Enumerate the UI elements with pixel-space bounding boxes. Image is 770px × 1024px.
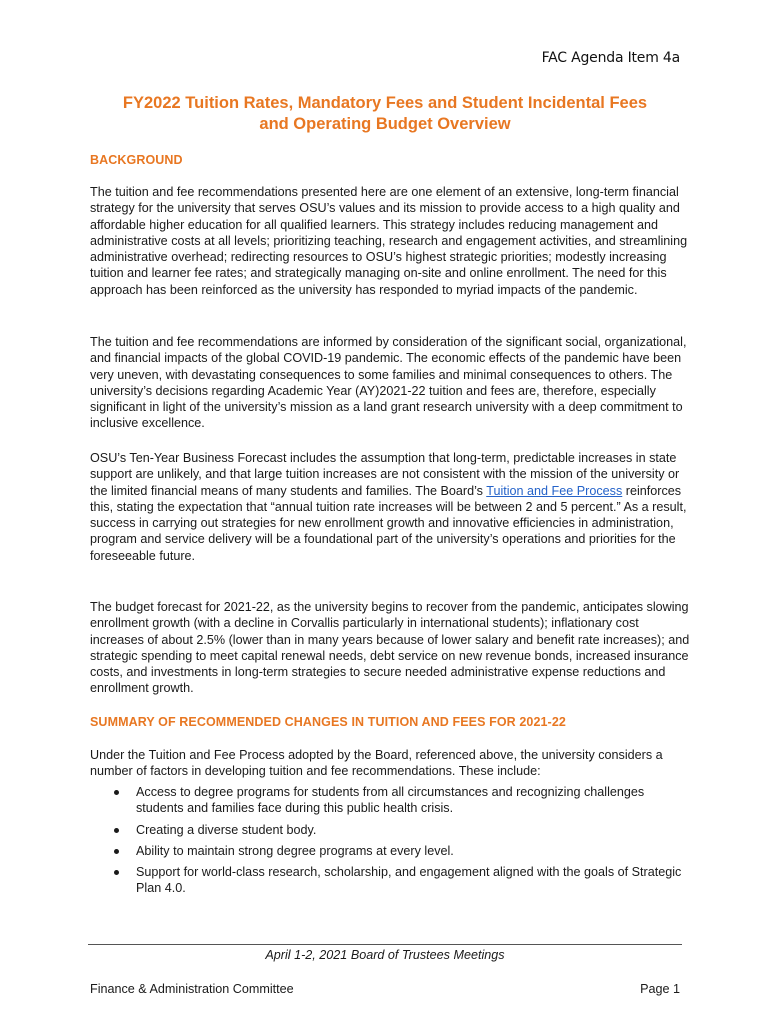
list-item-text: Access to degree programs for students from all circumstances and recognizing challenges students and families face during this public health crisis. [136, 785, 645, 816]
bullet-icon [114, 849, 119, 854]
tuition-fee-process-link[interactable]: Tuition and Fee Process [486, 483, 623, 498]
list-item [90, 822, 690, 838]
document-title [60, 93, 710, 135]
agenda-item-label: FAC Agenda Item 4a [541, 50, 680, 66]
background-paragraph-1: The tuition and fee recommendations presented here are one element of an extensive, long-term financial strategy for the university that serves OSU’s values and its mission to provide access to a high quality and affordable higher education for all qualified learners. This strategy includes reducing management and administrative costs at all levels; prioritizing teaching, research and engagement activities, and streamlining administrative overhead; redirecting resources to OSU’s highest strategic priorities; modestly increasing tuition and learner fee rates; and strategically managing on-site and online enrollment. The need for this approach has been reinforced as the university has responded to myriad impacts of the pandemic. [90, 185, 688, 297]
paragraph-3-text-start: OSU’s Ten-Year Business Forecast includes the assumption that long-term, predictable increases in state support are unlikely, and that large tuition increases are not consistent with the mission of the university or the limited financial means of many students and families. The Board’s [90, 451, 680, 498]
title-line-1: FY2022 Tuition Rates, Mandatory Fees and Student Incidental Fees [122, 94, 648, 112]
bullet-icon [114, 790, 119, 795]
paragraph-3-text-end: reinforces this, stating the expectation that “annual tuition rate increases will be between 2 and 5 percent.” As a result, success in carrying out strategies for new enrollment growth and innovative efficiencies in administration, program and service delivery will be a foundational part of the university’s operations and priorities for the foreseeable future. [90, 483, 687, 563]
list-item-text: Ability to maintain strong degree programs at every level. [136, 843, 454, 858]
bullet-icon [114, 828, 119, 833]
page-number: Page 1 [640, 982, 680, 996]
list-item-text: Support for world-class research, scholarship, and engagement aligned with the goals of Strategic Plan 4.0. [136, 865, 682, 896]
list-item-text: Creating a diverse student body. [136, 822, 317, 837]
title-line-2: and Operating Budget Overview [259, 115, 511, 133]
factors-list [90, 784, 690, 902]
list-item [90, 784, 690, 817]
background-paragraph-4: The budget forecast for 2021-22, as the university begins to recover from the pandemic, anticipates slowing enrollment growth (with a decline in Corvallis particularly in international students); inflationary cost increases of about 2.5% (lower than in many years because of lower salary and benefit rate increases); and strategic spending to meet capital renewal needs, debt service on new revenue bonds, increased insurance costs, and investments in long-term strategies to secure needed administrative expense reductions and enrollment growth. [90, 600, 690, 696]
bullet-icon [114, 870, 119, 875]
footer-meeting-title: April 1-2, 2021 Board of Trustees Meetings [265, 948, 505, 962]
background-paragraph-2: The tuition and fee recommendations are informed by consideration of the significant social, organizational, and financial impacts of the global COVID-19 pandemic. The economic effects of the pandemic have been very uneven, with devastating consequences to some families and minimal consequences to others. The university’s decisions regarding Academic Year (AY)2021-22 tuition and fees are, therefore, especially significant in light of the university’s mission as a land grant research university with a deep commitment to inclusive excellence. [90, 335, 687, 431]
summary-intro: Under the Tuition and Fee Process adopted by the Board, referenced above, the university considers a number of factors in developing tuition and fee recommendations. These include: [90, 748, 663, 779]
list-item [90, 864, 690, 897]
footer-divider [88, 944, 682, 945]
list-item [90, 843, 690, 859]
summary-heading: SUMMARY OF RECOMMENDED CHANGES IN TUITION AND FEES FOR 2021-22 [90, 715, 566, 729]
background-heading: BACKGROUND [90, 153, 183, 167]
background-paragraph-3 [90, 450, 690, 564]
footer-committee-name: Finance & Administration Committee [90, 982, 294, 996]
